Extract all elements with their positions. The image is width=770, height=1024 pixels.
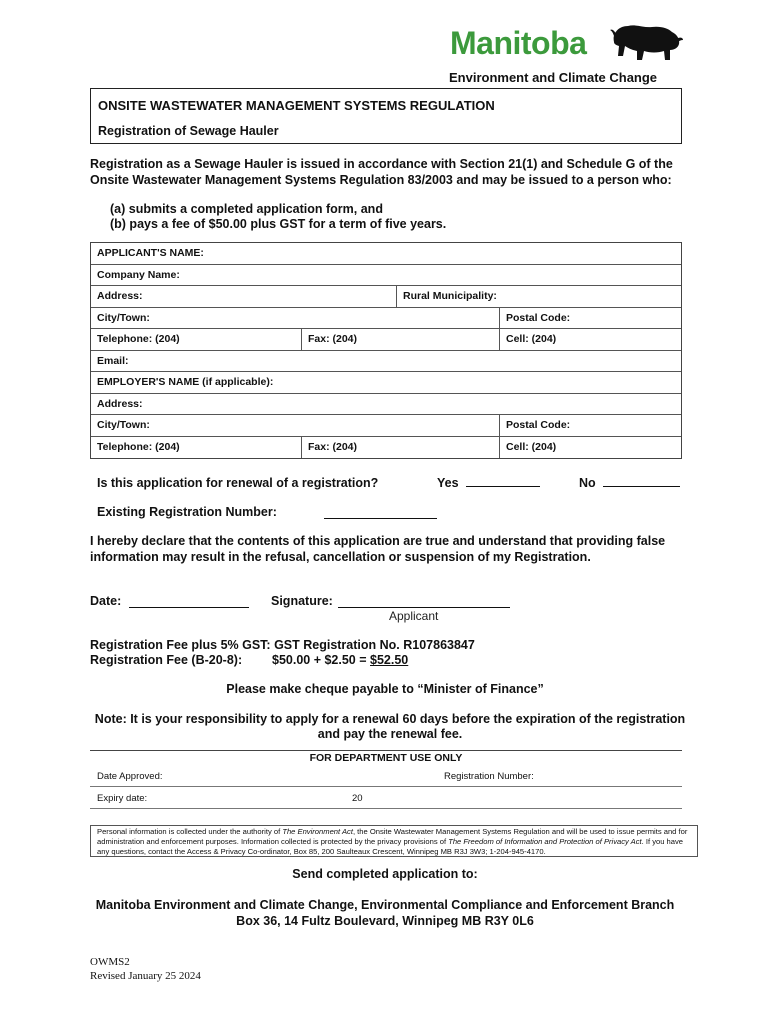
applicant-form-table: [90, 242, 682, 459]
privacy-act-name: The Environment Act: [282, 827, 353, 836]
fee-total: $52.50: [370, 653, 409, 667]
no-blank[interactable]: [603, 486, 680, 487]
address-line: Box 36, 14 Fultz Boulevard, Winnipeg MB R3Y 0L6: [236, 914, 534, 928]
employer-address-field[interactable]: Address:: [97, 397, 143, 410]
employer-name-field[interactable]: EMPLOYER'S NAME (if applicable):: [97, 376, 274, 388]
yes-label: Yes: [437, 476, 459, 490]
title-box: [90, 88, 682, 144]
applicant-email-field[interactable]: Email:: [97, 354, 129, 367]
applicant-telephone-field[interactable]: Telephone: (204): [97, 333, 180, 345]
form-subtitle: Registration of Sewage Hauler: [98, 124, 279, 138]
form-identifier: [90, 955, 201, 983]
existing-registration-blank[interactable]: [324, 518, 437, 519]
condition-a: (a) submits a completed application form, and: [110, 202, 383, 216]
form-row: [91, 372, 681, 394]
fee-gst-line: Registration Fee plus 5% GST: GST Registration No. R107863847: [90, 638, 475, 652]
form-row: [91, 329, 681, 351]
intro-line: Onsite Wastewater Management Systems Regulation 83/2003 and may be issued to a person who:: [90, 173, 672, 187]
signature-blank[interactable]: [338, 607, 510, 608]
applicant-postal-code-field[interactable]: Postal Code:: [499, 308, 681, 329]
privacy-text: Personal information is collected under the authority of: [97, 827, 283, 836]
note-line: and pay the renewal fee.: [317, 727, 463, 741]
form-row: [91, 394, 681, 416]
fee-label: Registration Fee (B-20-8):: [90, 653, 243, 667]
declaration: [90, 533, 690, 565]
renewal-question: Is this application for renewal of a registration?: [97, 476, 379, 490]
send-heading: Send completed application to:: [292, 867, 478, 881]
form-row: [91, 437, 681, 459]
expiry-year-prefix: 20: [352, 793, 363, 804]
intro-line: Registration as a Sewage Hauler is issued in accordance with Section 21(1) and Schedule G of the: [90, 157, 673, 171]
declaration-line: I hereby declare that the contents of this application are true and understand that providing false: [90, 534, 666, 548]
note-line: Note: It is your responsibility to apply for a renewal 60 days before the expiration of the registration: [94, 712, 686, 726]
registration-number-label: Registration Number:: [444, 771, 534, 782]
form-code: OWMS2: [90, 956, 130, 968]
regulation-title: ONSITE WASTEWATER MANAGEMENT SYSTEMS REGULATION: [98, 98, 495, 113]
applicant-fax-field[interactable]: Fax: (204): [301, 329, 499, 350]
declaration-line: information may result in the refusal, cancellation or suspension of my Registration.: [90, 550, 591, 564]
dept-use-divider: [90, 786, 682, 787]
applicant-name-field[interactable]: APPLICANT'S NAME:: [97, 247, 204, 259]
company-name-field[interactable]: Company Name:: [97, 268, 180, 281]
renewal-yes[interactable]: [437, 476, 540, 490]
form-row: [91, 243, 681, 265]
employer-postal-code-field[interactable]: Postal Code:: [499, 415, 681, 436]
fee-calc-text: $50.00 + $2.50 =: [272, 653, 371, 667]
dept-use-top-rule: [90, 750, 682, 751]
form-row: [91, 351, 681, 373]
rural-municipality-field[interactable]: Rural Municipality:: [396, 286, 681, 307]
renewal-note: [90, 712, 690, 742]
dept-use-bottom-rule: [90, 808, 682, 809]
dept-use-heading: FOR DEPARTMENT USE ONLY: [309, 752, 463, 764]
bison-icon: [608, 20, 684, 64]
form-row: [91, 286, 681, 308]
cheque-instruction: Please make cheque payable to “Minister of Finance”: [226, 682, 544, 696]
applicant-cell-field[interactable]: Cell: (204): [499, 329, 681, 350]
yes-blank[interactable]: [466, 486, 540, 487]
employer-cell-field[interactable]: Cell: (204): [499, 437, 681, 459]
form-row: [91, 415, 681, 437]
form-row: [91, 308, 681, 330]
date-label: Date:: [90, 594, 122, 608]
mailing-address: [0, 897, 770, 929]
applicant-address-field[interactable]: Address:: [97, 290, 143, 302]
employer-telephone-field[interactable]: Telephone: (204): [97, 440, 180, 453]
employer-city-field[interactable]: City/Town:: [97, 419, 150, 431]
existing-registration-label: Existing Registration Number:: [97, 505, 277, 519]
address-line: Manitoba Environment and Climate Change, Environmental Compliance and Enforcement Branch: [95, 898, 675, 912]
applicant-caption: Applicant: [389, 609, 439, 623]
signature-label: Signature:: [271, 594, 333, 608]
fee-calculation: [272, 653, 408, 667]
intro-paragraph: [90, 156, 690, 188]
privacy-text: , the Onsite Wastewater Management Systems Regulation and will be used to issue permits and for administration and enforcement purposes. Information collected is protected by the privacy provisions of: [97, 827, 688, 846]
privacy-act-name: The Freedom of Information and Protection of Privacy Act: [448, 837, 642, 846]
employer-fax-field[interactable]: Fax: (204): [301, 437, 499, 459]
privacy-text: . If you have any questions, contact the Access & Privacy Co-ordinator, Box 85, 200 Saulteaux Crescent, Winnipeg MB R3J 3W3; 1-204-945-4170.: [97, 837, 684, 856]
applicant-city-field[interactable]: City/Town:: [97, 311, 150, 324]
no-label: No: [579, 476, 596, 490]
department-name: Environment and Climate Change: [449, 70, 658, 85]
date-blank[interactable]: [129, 607, 249, 608]
form-row: [91, 265, 681, 287]
date-approved-label: Date Approved:: [97, 771, 163, 782]
conditions-list: [110, 202, 446, 232]
revision-date: Revised January 25 2024: [90, 970, 201, 982]
condition-b: (b) pays a fee of $50.00 plus GST for a term of five years.: [110, 217, 447, 231]
renewal-no[interactable]: [579, 476, 680, 490]
expiry-date-label: Expiry date:: [97, 793, 148, 804]
manitoba-logo-text: Manitoba: [450, 25, 587, 61]
privacy-notice: [90, 825, 698, 857]
